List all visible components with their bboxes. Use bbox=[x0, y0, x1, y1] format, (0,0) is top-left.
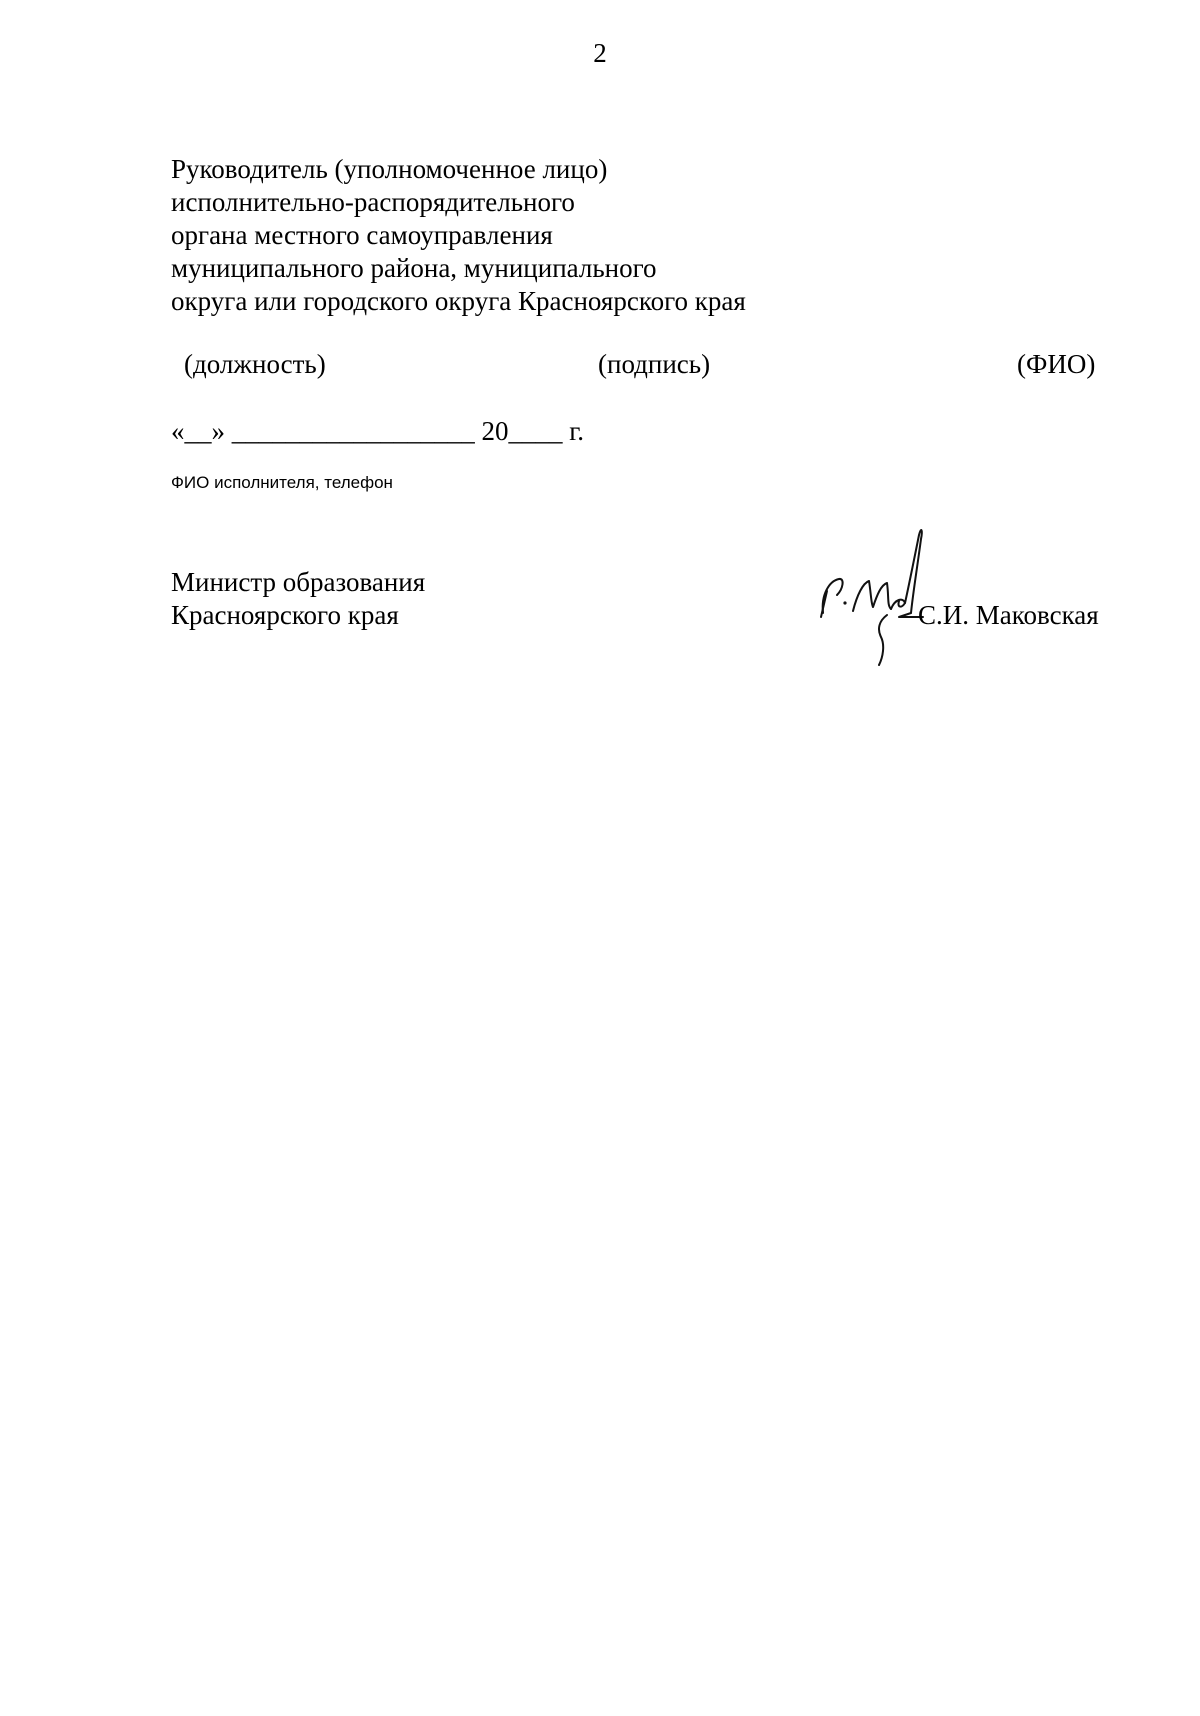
minister-line: Красноярского края bbox=[171, 600, 399, 630]
head-line: муниципального района, муниципального bbox=[171, 253, 657, 283]
head-line: округа или городского округа Красноярского края bbox=[171, 286, 746, 316]
head-line: органа местного самоуправления bbox=[171, 220, 553, 250]
head-line: исполнительно-распорядительного bbox=[171, 187, 575, 217]
caption-name: (ФИО) bbox=[1017, 349, 1096, 379]
date-line: «__» __________________ 20____ г. bbox=[171, 416, 585, 446]
caption-position: (должность) bbox=[184, 349, 326, 379]
head-position-block bbox=[171, 153, 746, 318]
head-line: Руководитель (уполномоченное лицо) bbox=[171, 154, 608, 184]
caption-signature: (подпись) bbox=[598, 349, 711, 379]
page-number: 2 bbox=[593, 38, 607, 68]
minister-name: С.И. Маковская bbox=[918, 600, 1099, 630]
executor-note: ФИО исполнителя, телефон bbox=[171, 473, 393, 492]
minister-position-block bbox=[171, 566, 425, 632]
handwritten-signature bbox=[815, 525, 930, 670]
minister-line: Министр образования bbox=[171, 567, 426, 597]
